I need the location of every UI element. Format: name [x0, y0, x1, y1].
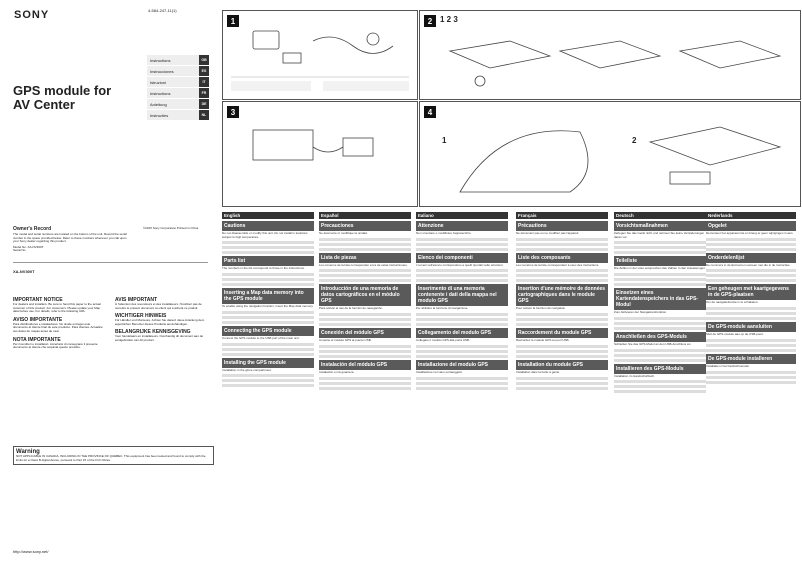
section-text: Pour activer la fonction de navigation. [516, 306, 567, 311]
section-heading: Cautions [222, 221, 314, 231]
text-line [222, 278, 314, 281]
text-line [416, 243, 508, 246]
text-line [614, 354, 706, 357]
panel-2-steps: 1 2 3 [440, 15, 458, 24]
section-text: De nummers in de lijst komen overeen met die in de instructies. [706, 262, 791, 267]
section-text: Om de navigatiefunctie in te schakelen. [706, 300, 759, 305]
section-heading: Instalación del módulo GPS [319, 360, 411, 370]
section-text: Die Zahlen in der Liste entsprechen den Zahlen in den Anweisungen. [614, 266, 706, 271]
section-heading: Precauciones [319, 221, 411, 231]
language-name: Instrucciones [150, 68, 174, 74]
text-line [222, 384, 314, 387]
language-code: FR [199, 88, 209, 98]
model-code: XA-NV300T [13, 269, 35, 274]
parts-illustration [223, 11, 417, 99]
text-line [416, 382, 508, 385]
notice-title: BELANGRIJKE KENNISGEVING [115, 329, 191, 336]
gps-module-sketch [343, 138, 373, 156]
text-line [222, 348, 314, 351]
text-line [319, 313, 411, 316]
text-line [706, 274, 796, 277]
text-line [516, 248, 608, 251]
notice-body: Per rivenditori e installatori. Accertarsi di consegnare il presente documento al cliente che acquista questo prodotto. [13, 341, 98, 350]
text-line [614, 273, 706, 276]
section-text: Do not disassemble or modify this unit. Do not install in locations subject to high temperature. [222, 231, 308, 239]
text-line [319, 248, 411, 251]
section-heading: Lista de piezas [319, 253, 411, 263]
cable-sketch [313, 37, 393, 54]
panel-3-number: 3 [227, 106, 239, 118]
sony-logo: SONY [14, 9, 50, 21]
panel-4-step-2: 2 [632, 136, 637, 145]
text-line [319, 355, 411, 358]
column-language: Español [319, 212, 411, 219]
card-insert-illustration [420, 11, 800, 99]
language-code: GB [199, 55, 209, 65]
column-language: Nederlands [706, 212, 796, 219]
language-name: Istruzioni [150, 79, 167, 85]
notice-title: WICHTIGER HINWEIS [115, 313, 167, 320]
owner-record-body [13, 233, 131, 253]
notice-body: Für Händler und Monteure. Achten Sie darauf, diese Anleitung dem eigentlichen Benutzer dieses Produkts auszuhändigen. [115, 318, 205, 326]
notices-right [115, 294, 207, 343]
text-line [516, 243, 608, 246]
language-name: Anleitung [150, 101, 167, 107]
section-heading: Raccordement du module GPS [516, 328, 608, 338]
section-text: Non smontare o modificare l'apparecchio. [416, 231, 472, 235]
notice-body: Voor handelaars en installateurs. Overhandig dit document aan de eindgebruiker van dit product. [115, 334, 204, 342]
text-line [416, 248, 508, 251]
text-line [706, 269, 796, 272]
section-text: Installation in the glove compartment. [222, 367, 272, 372]
section-heading: Anschließen des GPS-Moduls [614, 332, 706, 342]
card-sketch [475, 76, 485, 86]
section-heading: Collegamento del modulo GPS [416, 328, 508, 338]
text-line [516, 313, 608, 316]
notice-title: IMPORTANT NOTICE [13, 297, 63, 303]
warning-box [13, 446, 214, 465]
text-line [319, 269, 411, 272]
text-line [614, 380, 706, 383]
column-language: Deutsch [614, 212, 706, 219]
column-language: English [222, 212, 314, 219]
section-text: Collegare il modulo GPS alla porta USB. [416, 338, 470, 343]
text-line [706, 317, 796, 320]
text-line [706, 312, 796, 315]
text-line [416, 387, 508, 390]
connection-illustration [223, 102, 417, 206]
section-heading: Attenzione [416, 221, 508, 231]
text-line [416, 355, 508, 358]
language-column [516, 212, 608, 392]
copyright: ©2015 Sony Corporation Printed in China [143, 226, 199, 230]
module-sketch [450, 41, 550, 68]
section-text: Connect the GPS module to the USB port of the main unit. [222, 335, 300, 340]
text-line [706, 349, 796, 352]
text-line [416, 377, 508, 380]
text-line [222, 283, 314, 286]
text-line [416, 318, 508, 321]
text-line [614, 322, 706, 325]
text-line [319, 377, 411, 380]
section-heading: Installation du module GPS [516, 360, 608, 370]
module-sketch [560, 41, 660, 68]
text-line [614, 349, 706, 352]
notes-block [231, 81, 311, 91]
language-row [147, 88, 209, 98]
section-heading: Insertion d'une mémoire de données cartographiques dans le module GPS [516, 284, 608, 306]
text-line [614, 283, 706, 286]
column-language: Français [516, 212, 608, 219]
text-line [516, 387, 608, 390]
text-line [222, 321, 314, 324]
section-heading: Conexión del módulo GPS [319, 328, 411, 338]
panel-4-step-1: 1 [442, 136, 447, 145]
section-heading: Onderdelenlijst [706, 253, 796, 263]
text-line [516, 377, 608, 380]
text-line [516, 238, 608, 241]
text-line [222, 379, 314, 382]
language-code: ES [199, 66, 209, 76]
language-code: DE [199, 99, 209, 109]
text-line [706, 307, 796, 310]
section-heading: Parts list [222, 256, 314, 266]
section-heading: Installazione del modulo GPS [416, 360, 508, 370]
section-heading: Inserimento di una memoria contenente i dati della mappa nel modulo GPS [416, 284, 508, 306]
section-heading: Inserting a Map data memory into the GPS module [222, 288, 314, 304]
section-heading: Liste des composants [516, 253, 608, 263]
language-code: NL [199, 110, 209, 120]
dashboard-sketch [460, 131, 588, 192]
text-line [614, 385, 706, 388]
module-sketch [670, 172, 710, 184]
text-line [516, 318, 608, 321]
section-heading: Précautions [516, 221, 608, 231]
module-sketch [680, 41, 780, 68]
text-line [614, 251, 706, 254]
memory-card-sketch [367, 33, 379, 45]
text-line [516, 345, 608, 348]
document-title: GPS module for AV Center [13, 83, 112, 112]
notice-body: For dealers and installers. Be sure to hand this paper to the actual customer of this product. For customers. Please update your Map data before use. For details, refer to the following URL. [13, 302, 101, 314]
owner-record-heading: Owner's Record [13, 226, 52, 232]
panel-2 [419, 10, 801, 100]
section-text: Demonteer het apparaat niet en breng er geen wijzigingen in aan. [706, 231, 794, 235]
text-line [706, 339, 796, 342]
text-line [222, 241, 314, 244]
language-index [147, 55, 209, 121]
text-line [706, 279, 796, 282]
text-line [319, 238, 411, 241]
text-line [706, 243, 796, 246]
section-heading: Installieren des GPS-Moduls [614, 364, 706, 374]
section-heading: Elenco dei componenti [416, 253, 508, 263]
column-language: Italiano [416, 212, 508, 219]
section-text: Schließen Sie das GPS-Modul an den USB-Anschluss an. [614, 341, 692, 346]
section-text: Zum Aktivieren der Navigationsfunktion. [614, 310, 667, 315]
text-line [614, 246, 706, 249]
language-row [147, 110, 209, 120]
section-heading: Einsetzen eines Kartendatenspeichers in das GPS-Modul [614, 288, 706, 310]
section-text: To enable using the navigation function, insert the Map data memory. [222, 304, 314, 309]
notes-block [323, 81, 409, 91]
text-line [614, 241, 706, 244]
text-line [516, 382, 608, 385]
section-heading: Vorsichtsmaßnahmen [614, 221, 706, 231]
text-line [222, 311, 314, 314]
text-line [516, 355, 608, 358]
divider [13, 262, 208, 263]
warning-body: NOT APPLICABLE IN CANADA, INCLUDING IN THE PROVINCE OF QUEBEC. This equipment has been tested and found to comply with the limits for a Class B digital device, pursuant to Part 15 of the FCC Rules. [16, 454, 206, 462]
warning-title: Warning [16, 449, 40, 455]
language-column [319, 212, 411, 392]
text-line [516, 279, 608, 282]
text-line [222, 353, 314, 356]
text-line [416, 274, 508, 277]
section-text: Sluit de GPS-module aan op de USB-poort. [706, 332, 764, 337]
model-number-line: Model No. XA-NV300T [13, 244, 44, 249]
main-unit-sketch [253, 130, 313, 160]
text-line [516, 274, 608, 277]
panel-4-number: 4 [424, 106, 436, 118]
text-line [614, 327, 706, 330]
text-line [614, 278, 706, 281]
text-line [222, 273, 314, 276]
section-text: Ne démontez pas ou ne modifiez pas l'appareil. [516, 231, 580, 235]
text-line [706, 238, 796, 241]
section-heading: Introducción de una memoria de datos cartográficos en el módulo GPS [319, 284, 411, 306]
text-line [319, 387, 411, 390]
panel-4 [419, 101, 801, 207]
section-heading: Opgelet [706, 221, 796, 231]
text-line [416, 323, 508, 326]
language-column [222, 212, 314, 389]
section-text: Zerlegen Sie das Gerät nicht und nehmen Sie keine Veränderungen daran vor. [614, 231, 705, 239]
language-name: Instructions [150, 90, 171, 96]
section-heading: De GPS-module aansluiten [706, 322, 796, 332]
text-line [416, 279, 508, 282]
section-heading: Installing the GPS module [222, 358, 314, 368]
text-line [222, 246, 314, 249]
language-code: IT [199, 77, 209, 87]
cable-sketch [313, 147, 343, 152]
text-line [706, 344, 796, 347]
text-line [614, 317, 706, 320]
sony-url: http://www.sony.net/ [13, 549, 49, 554]
notices-left [13, 294, 105, 350]
text-line [416, 269, 508, 272]
text-line [706, 376, 796, 379]
section-text: No desmonte ni modifique la unidad. [319, 231, 368, 235]
language-name: Instructies [150, 112, 169, 118]
section-heading: Teileliste [614, 256, 706, 266]
text-line [222, 343, 314, 346]
section-text: Raccordez le module GPS au port USB. [516, 338, 570, 343]
section-text: Installation im Handschuhfach. [614, 373, 655, 378]
section-heading: Connecting the GPS module [222, 326, 314, 336]
bracket-sketch [283, 53, 301, 63]
section-text: Para activar el uso de la función de navegación. [319, 306, 383, 311]
language-name: Instructions [150, 57, 171, 63]
notice-title: NOTA IMPORTANTE [13, 336, 61, 343]
panel-3 [222, 101, 418, 207]
text-line [614, 359, 706, 362]
section-text: Installazione nel vano portaoggetti. [416, 369, 463, 374]
text-line [416, 345, 508, 348]
text-line [614, 390, 706, 393]
install-illustration [420, 102, 800, 206]
panel-1 [222, 10, 418, 100]
language-column [614, 212, 706, 395]
language-row [147, 55, 209, 65]
text-line [319, 279, 411, 282]
text-line [319, 350, 411, 353]
section-text: Per abilitare la funzione di navigazione. [416, 306, 469, 311]
notice-body: Para distribuidores e instaladores. No olvide entregar este documento al cliente final de este producto. Para clientes. Actualice sus datos de mapas antes de usar. [13, 321, 103, 333]
notice-body: À l'attention des revendeurs et des installateurs. N'oubliez pas de remettre le présent document au client qui a acheté ce produit. [115, 302, 202, 310]
section-text: Instalación en la guantera. [319, 369, 355, 374]
text-line [222, 316, 314, 319]
text-line [516, 323, 608, 326]
section-text: Les numéros de la liste correspondent à ceux des instructions. [516, 262, 600, 267]
text-line [319, 323, 411, 326]
text-line [319, 243, 411, 246]
panel-1-number: 1 [227, 15, 239, 27]
text-line [706, 381, 796, 384]
text-line [319, 382, 411, 385]
section-heading: Een geheugen met kaartgegevens in de GPS-plaatsen [706, 284, 796, 300]
text-line [222, 374, 314, 377]
gps-module-sketch [253, 31, 279, 49]
section-text: Installation dans la boîte à gants. [516, 369, 560, 374]
notice-title: AVIS IMPORTANT [115, 297, 158, 303]
section-text: I numeri nell'elenco corrispondono a quelli riportati nelle istruzioni. [416, 262, 504, 267]
text-line [319, 318, 411, 321]
glovebox-sketch [650, 127, 780, 165]
owner-record-text: The model and serial numbers are located on the bottom of the unit. Record the serial number in the space provided below. Refer to these numbers whenever you call upon your Sony dealer regarding this product. [13, 232, 127, 244]
text-line [706, 371, 796, 374]
section-text: Installatie in het handschoenvak. [706, 363, 750, 368]
section-text: The numbers in the list correspond to those in the instructions. [222, 266, 305, 271]
section-text: Conecte el módulo GPS al puerto USB. [319, 338, 372, 343]
panel-2-number: 2 [424, 15, 436, 27]
text-line [416, 313, 508, 316]
text-line [706, 248, 796, 251]
part-number: 4-584-247-11(1) [148, 8, 177, 13]
language-column [706, 212, 796, 386]
text-line [319, 345, 411, 348]
text-line [319, 274, 411, 277]
language-column [416, 212, 508, 392]
language-row [147, 66, 209, 76]
text-line [516, 350, 608, 353]
text-line [222, 251, 314, 254]
notice-title: AVISO IMPORTANTE [13, 316, 63, 323]
language-row [147, 99, 209, 109]
section-heading: De GPS-module installeren [706, 354, 796, 364]
section-text: Los números de la lista corresponden a los de estas instrucciones. [319, 262, 408, 267]
text-line [416, 350, 508, 353]
serial-number-line: Serial No. [13, 248, 27, 253]
language-row [147, 77, 209, 87]
text-line [416, 238, 508, 241]
text-line [516, 269, 608, 272]
